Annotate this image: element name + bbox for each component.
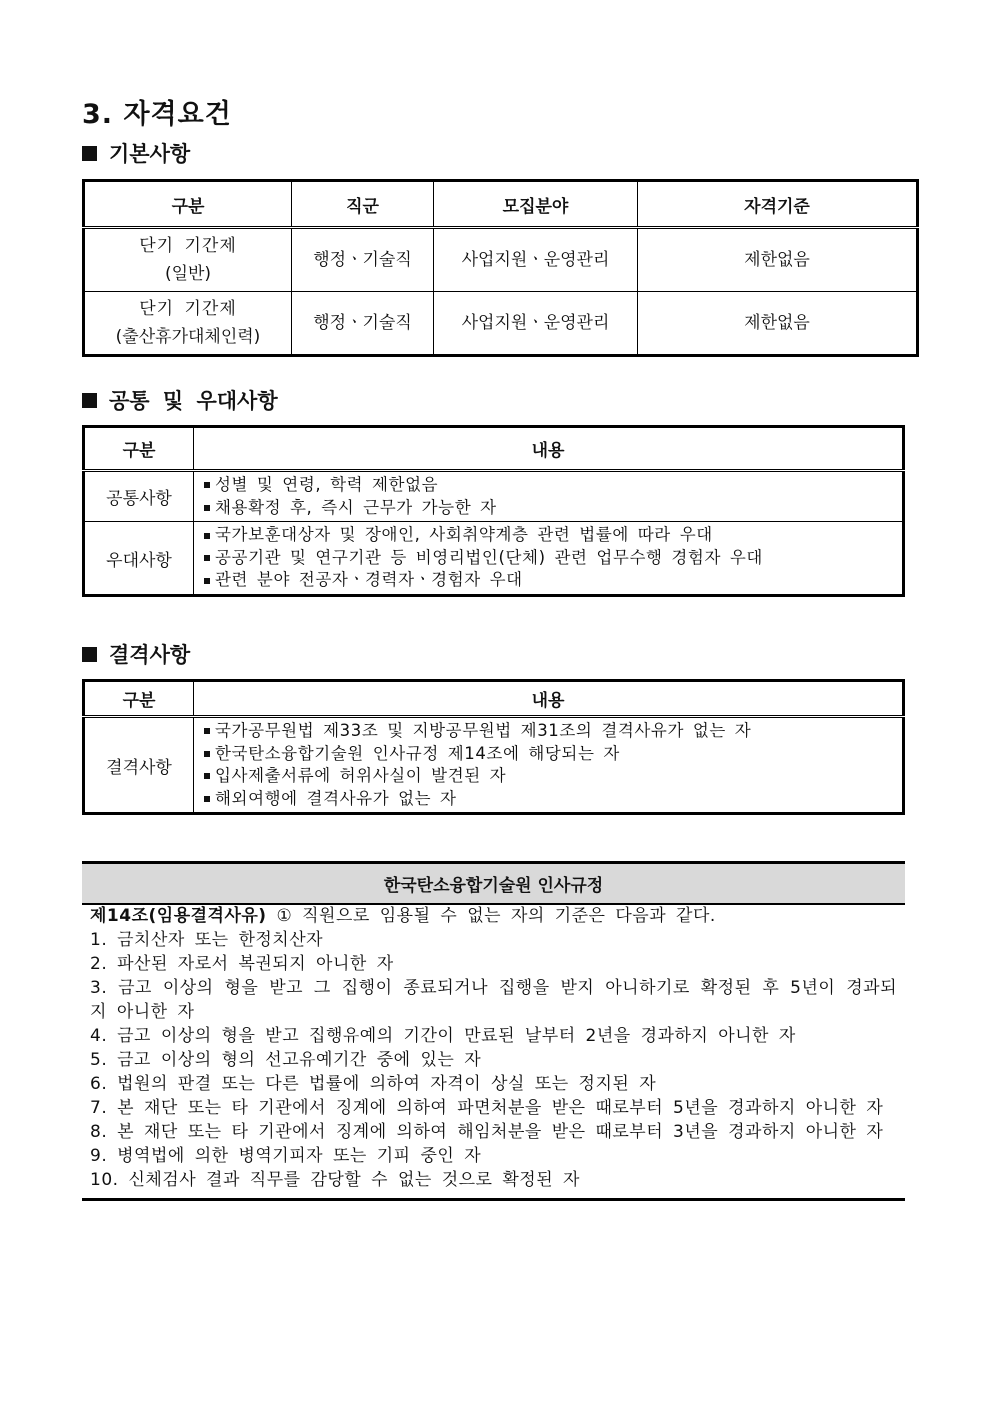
criteria-cell: 제한없음 — [638, 228, 918, 292]
list-item — [204, 524, 892, 547]
row-content — [194, 522, 904, 596]
regulation-body — [82, 904, 905, 1201]
type-line: 단기 기간제 — [139, 236, 237, 256]
list-item — [204, 743, 892, 766]
list-item — [204, 569, 892, 592]
list-item-text: 해외여행에 결격사유가 없는 자 — [215, 788, 457, 808]
square-bullet-icon — [82, 647, 97, 662]
disq-table — [82, 679, 905, 815]
field-cell: 사업지원ㆍ운영관리 — [434, 228, 638, 292]
square-bullet-icon — [204, 728, 210, 734]
column-header: 직군 — [292, 181, 434, 228]
type-line: (일반) — [164, 264, 212, 284]
type-cell — [84, 228, 292, 292]
basic-heading-text: 기본사항 — [109, 142, 191, 166]
column-header: 내용 — [194, 681, 904, 717]
regulation-item: 10. 신체검사 결과 직무를 감당할 수 없는 것으로 확정된 자 — [90, 1170, 580, 1190]
column-header: 자격기준 — [638, 181, 918, 228]
section-title: 3. 자격요건 — [82, 99, 232, 130]
row-label: 결격사항 — [84, 717, 194, 814]
list-item-text: 한국탄소융합기술원 인사규정 제14조에 해당되는 자 — [215, 743, 620, 763]
square-bullet-icon — [204, 578, 210, 584]
list-item-text: 국가보훈대상자 및 장애인, 사회취약계층 관련 법률에 따라 우대 — [215, 525, 713, 545]
list-item-text: 국가공무원법 제33조 및 지방공무원법 제31조의 결격사유가 없는 자 — [215, 721, 752, 740]
list-item-text: 공공기관 및 연구기관 등 비영리법인(단체) 관련 업무수행 경험자 우대 — [215, 547, 763, 567]
table-row — [84, 292, 918, 356]
regulation-item: 3. 금고 이상의 형을 받고 그 집행이 종료되거나 집행을 받지 아니하기로 확정된 후 5년이 경과되지 아니한 자 — [90, 978, 897, 1022]
table-row — [84, 471, 904, 522]
square-bullet-icon — [204, 751, 210, 757]
type-line: (출산휴가대체인력) — [115, 327, 261, 347]
basic-table — [82, 179, 919, 357]
list-item — [204, 788, 892, 811]
regulation-intro-line — [90, 904, 897, 928]
table-header-row — [84, 181, 918, 228]
job-cell: 행정ㆍ기술직 — [292, 292, 434, 356]
table-row — [84, 228, 918, 292]
square-bullet-icon — [204, 482, 210, 488]
field-cell: 사업지원ㆍ운영관리 — [434, 292, 638, 356]
list-item — [204, 474, 892, 497]
column-header: 모집분야 — [434, 181, 638, 228]
list-item — [204, 720, 892, 743]
common-table — [82, 425, 905, 597]
regulation-item: 4. 금고 이상의 형을 받고 집행유예의 기간이 만료된 날부터 2년을 경과하지 아니한 자 — [90, 1026, 796, 1046]
list-item — [204, 547, 892, 570]
row-label: 우대사항 — [84, 522, 194, 596]
list-item-text: 입사제출서류에 허위사실이 발견된 자 — [215, 766, 507, 785]
criteria-cell: 제한없음 — [744, 313, 810, 333]
square-bullet-icon — [204, 533, 210, 539]
square-bullet-icon — [82, 146, 97, 161]
square-bullet-icon — [204, 505, 210, 511]
table-header-row — [84, 681, 904, 717]
regulation-item: 5. 금고 이상의 형의 선고유예기간 중에 있는 자 — [90, 1050, 482, 1070]
regulation-item: 1. 금치산자 또는 한정치산자 — [90, 930, 324, 950]
regulation-item: 7. 본 재단 또는 타 기관에서 징계에 의하여 파면처분을 받은 때로부터 5년을 경과하지 아니한 자 — [90, 1098, 884, 1118]
regulation-title: 한국탄소융합기술원 인사규정 — [82, 861, 905, 905]
type-cell — [84, 292, 292, 356]
disq-heading — [82, 639, 190, 669]
square-bullet-icon — [204, 796, 210, 802]
column-header: 구분 — [84, 681, 194, 717]
job-cell: 행정ㆍ기술직 — [292, 228, 434, 292]
regulation-item: 9. 병역법에 의한 병역기피자 또는 기피 중인 자 — [90, 1146, 482, 1166]
row-label: 공통사항 — [84, 471, 194, 522]
square-bullet-icon — [204, 773, 210, 779]
list-item — [204, 497, 892, 520]
column-header: 내용 — [194, 427, 904, 471]
common-heading — [82, 385, 278, 415]
list-item-text: 관련 분야 전공자ㆍ경력자ㆍ경험자 우대 — [215, 570, 523, 590]
table-row — [84, 522, 904, 596]
square-bullet-icon — [82, 393, 97, 408]
row-content — [194, 717, 904, 814]
square-bullet-icon — [204, 555, 210, 561]
article-intro: ① 직원으로 임용될 수 없는 자의 기준은 다음과 같다. — [276, 906, 716, 926]
list-item-text: 성별 및 연령, 학력 제한없음 — [215, 475, 439, 494]
common-heading-text: 공통 및 우대사항 — [109, 389, 278, 413]
list-item — [204, 765, 892, 788]
regulation-item: 8. 본 재단 또는 타 기관에서 징계에 의하여 해임처분을 받은 때로부터 3년을 경과하지 아니한 자 — [90, 1122, 884, 1142]
regulation-item: 2. 파산된 자로서 복권되지 아니한 자 — [90, 954, 394, 974]
table-header-row — [84, 427, 904, 471]
table-row — [84, 717, 904, 814]
regulation-item: 6. 법원의 판결 또는 다른 법률에 의하여 자격이 상실 또는 정지된 자 — [90, 1074, 657, 1094]
article-title: 제14조(임용결격사유) — [90, 906, 267, 926]
basic-heading — [82, 138, 190, 168]
column-header: 구분 — [84, 427, 194, 471]
row-content — [194, 471, 904, 522]
type-line: 단기 기간제 — [139, 299, 237, 319]
column-header: 구분 — [84, 181, 292, 228]
list-item-text: 채용확정 후, 즉시 근무가 가능한 자 — [215, 497, 497, 517]
disq-heading-text: 결격사항 — [109, 643, 191, 667]
